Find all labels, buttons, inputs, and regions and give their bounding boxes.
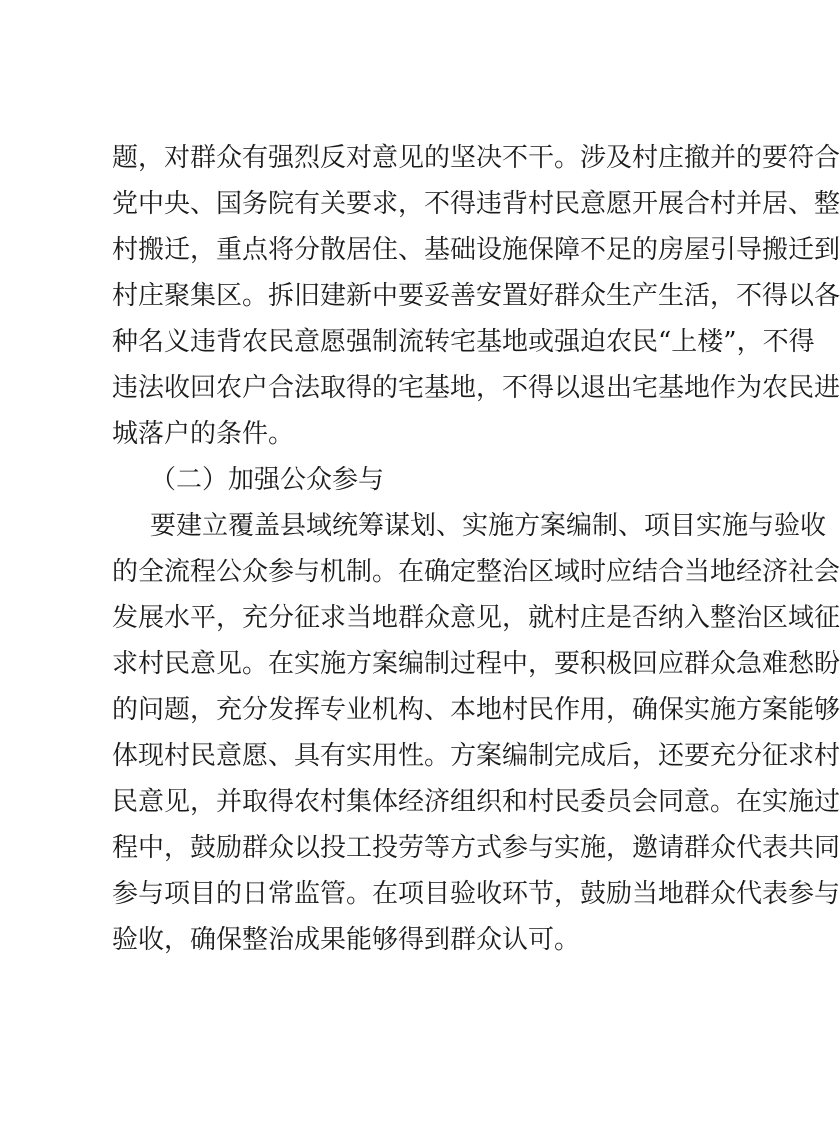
paragraph-line: 的问题，充分发挥专业机构、本地村民作用，确保实施方案能够 [112, 695, 840, 725]
section-heading-2: （二）加强公众参与 [150, 465, 385, 495]
paragraph-line: 的全流程公众参与机制。在确定整治区域时应结合当地经济社会 [112, 557, 840, 587]
paragraph-line: 村庄聚集区。拆旧建新中要妥善安置好群众生产生活，不得以各 [112, 281, 840, 311]
paragraph-line: 违法收回农户合法取得的宅基地，不得以退出宅基地作为农民进 [112, 373, 840, 403]
paragraph-line: 题，对群众有强烈反对意见的坚决不干。涉及村庄撤并的要符合 [112, 143, 840, 173]
paragraph-line: 发展水平，充分征求当地群众意见，就村庄是否纳入整治区域征 [112, 603, 840, 633]
paragraph-line: 参与项目的日常监管。在项目验收环节，鼓励当地群众代表参与 [112, 879, 840, 909]
paragraph-line: 民意见，并取得农村集体经济组织和村民委员会同意。在实施过 [112, 787, 840, 817]
paragraph-line: 要建立覆盖县域统筹谋划、实施方案编制、项目实施与验收 [150, 511, 827, 541]
paragraph-line: 体现村民意愿、具有实用性。方案编制完成后，还要充分征求村 [112, 741, 840, 771]
paragraph-line: 党中央、国务院有关要求，不得违背村民意愿开展合村并居、整 [112, 189, 840, 219]
paragraph-line: 验收，确保整治成果能够得到群众认可。 [112, 925, 581, 955]
paragraph-line: 求村民意见。在实施方案编制过程中，要积极回应群众急难愁盼 [112, 649, 840, 679]
paragraph-line: 程中，鼓励群众以投工投劳等方式参与实施，邀请群众代表共同 [112, 833, 840, 863]
paragraph-line: 种名义违背农民意愿强制流转宅基地或强迫农民“上楼”，不得 [112, 327, 815, 357]
paragraph-line: 村搬迁，重点将分散居住、基础设施保障不足的房屋引导搬迁到 [112, 235, 840, 265]
paragraph-line: 城落户的条件。 [112, 419, 295, 449]
